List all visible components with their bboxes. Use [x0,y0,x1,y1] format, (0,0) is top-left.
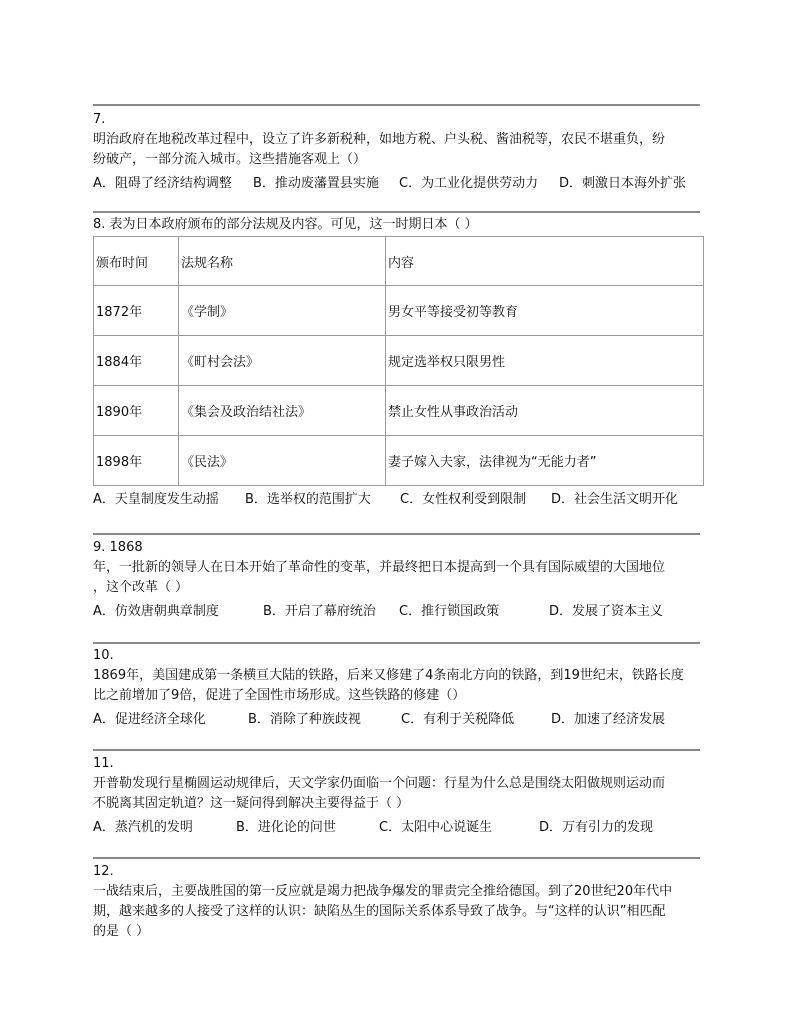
q11-options [93,818,701,838]
q8-option-b[interactable]: B．选举权的范围扩大 [245,492,371,507]
table-cell-law: 《集会及政治结社法》 [179,386,386,436]
q11-option-a[interactable]: A．蒸汽机的发明 [93,820,193,835]
question-9 [93,538,701,622]
q10-option-d[interactable]: D．加速了经济发展 [551,712,666,727]
table-row [94,386,704,436]
separator-q10 [93,642,700,644]
q10-option-c[interactable]: C．有利于关税降低 [401,712,515,727]
q11-number: 11. [93,756,114,771]
q11-option-b[interactable]: B．进化论的问世 [236,820,336,835]
q8-option-d[interactable]: D．社会生活文明开化 [551,492,679,507]
q9-option-d[interactable]: D．发展了资本主义 [549,604,664,619]
q7-option-c[interactable]: C．为工业化提供劳动力 [399,176,539,191]
q8-option-a[interactable]: A．天皇制度发生动摇 [93,492,219,507]
separator-q12 [93,857,700,859]
q9-stem-line-2: ，这个改革（ ） [93,580,189,595]
table-row [94,336,704,386]
question-12 [93,862,701,942]
q7-option-a[interactable]: A．阻碍了经济结构调整 [93,176,232,191]
q9-option-c[interactable]: C．推行锁国政策 [399,604,500,619]
q7-options [93,174,701,194]
q7-stem-line-1: 明治政府在地税改革过程中，设立了许多新税种，如地方税、户头税、酱油税等，农民不堪重负，纷 [93,132,666,147]
laws-table [93,236,704,486]
separator-q9 [93,533,700,535]
table-cell-date: 1884年 [94,336,179,386]
table-cell-date: 1872年 [94,286,179,336]
q8-stem: 8. 表为日本政府颁布的部分法规及内容。可见，这一时期日本（ ） [93,217,478,232]
q11-stem-line-2: 不脱离其固定轨道？这一疑问得到解决主要得益于（ ） [93,796,410,811]
table-header-law: 法规名称 [179,237,386,286]
q9-number: 9. 1868 [93,540,143,555]
q7-option-b[interactable]: B．推动废藩置县实施 [253,176,379,191]
question-11 [93,754,701,838]
table-cell-date: 1890年 [94,386,179,436]
q10-option-b[interactable]: B．消除了种族歧视 [248,712,361,727]
table-row [94,286,704,336]
q9-options [93,602,701,622]
q9-stem-line-1: 年，一批新的领导人在日本开始了革命性的变革，并最终把日本提高到一个具有国际威望的大国地位 [93,560,666,575]
q10-stem-line-1: 1869年，美国建成第一条横亘大陆的铁路，后来又修建了4条南北方向的铁路，到19世纪末，铁路长度 [93,668,684,683]
q10-option-a[interactable]: A．促进经济全球化 [93,712,206,727]
q12-stem-line-3: 的是（ ） [93,924,150,939]
q9-option-b[interactable]: B．开启了幕府统治 [263,604,376,619]
q10-number: 10. [93,648,114,663]
q8-options [93,488,703,507]
separator-q8 [93,211,700,213]
q8-options-wrap [93,488,703,507]
q7-number: 7. [93,112,106,127]
separator-q7 [93,104,700,106]
separator-q11 [93,749,700,751]
q10-options [93,710,701,730]
table-cell-content: 妻子嫁入夫家，法律视为“无能力者” [386,436,704,486]
table-header-date: 颁布时间 [94,237,179,286]
q8-option-c[interactable]: C．女性权利受到限制 [400,492,527,507]
table-row [94,436,704,486]
q12-stem-line-2: 期，越来越多的人接受了这样的认识：缺陷丛生的国际关系体系导致了战争。与“这样的认识”相匹配 [93,904,666,919]
table-cell-law: 《学制》 [179,286,386,336]
table-cell-content: 禁止女性从事政治活动 [386,386,704,436]
q12-number: 12. [93,864,114,879]
question-10 [93,646,701,730]
q7-stem-line-2: 纷破产，一部分流入城市。这些措施客观上（） [93,152,367,167]
q11-option-c[interactable]: C．太阳中心说诞生 [379,820,493,835]
question-8-stem [93,215,701,235]
table-cell-content: 男女平等接受初等教育 [386,286,704,336]
table-cell-law: 《民法》 [179,436,386,486]
table-cell-content: 规定选举权只限男性 [386,336,704,386]
q12-stem-line-1: 一战结束后，主要战胜国的第一反应就是竭力把战争爆发的罪责完全推给德国。到了20世纪20年代中 [93,884,673,899]
question-7 [93,110,701,194]
q11-stem-line-1: 开普勒发现行星椭圆运动规律后，天文学家仍面临一个问题：行星为什么总是围绕太阳做规则运动而 [93,776,666,791]
table-cell-date: 1898年 [94,436,179,486]
table-header-content: 内容 [386,237,704,286]
q11-option-d[interactable]: D．万有引力的发现 [539,820,654,835]
q10-stem-line-2: 比之前增加了9倍，促进了全国性市场形成。这些铁路的修建（） [93,688,466,703]
q9-option-a[interactable]: A．仿效唐朝典章制度 [93,604,219,619]
table-header-row [94,237,704,286]
q7-option-d[interactable]: D．刺激日本海外扩张 [559,176,687,191]
table-cell-law: 《町村会法》 [179,336,386,386]
